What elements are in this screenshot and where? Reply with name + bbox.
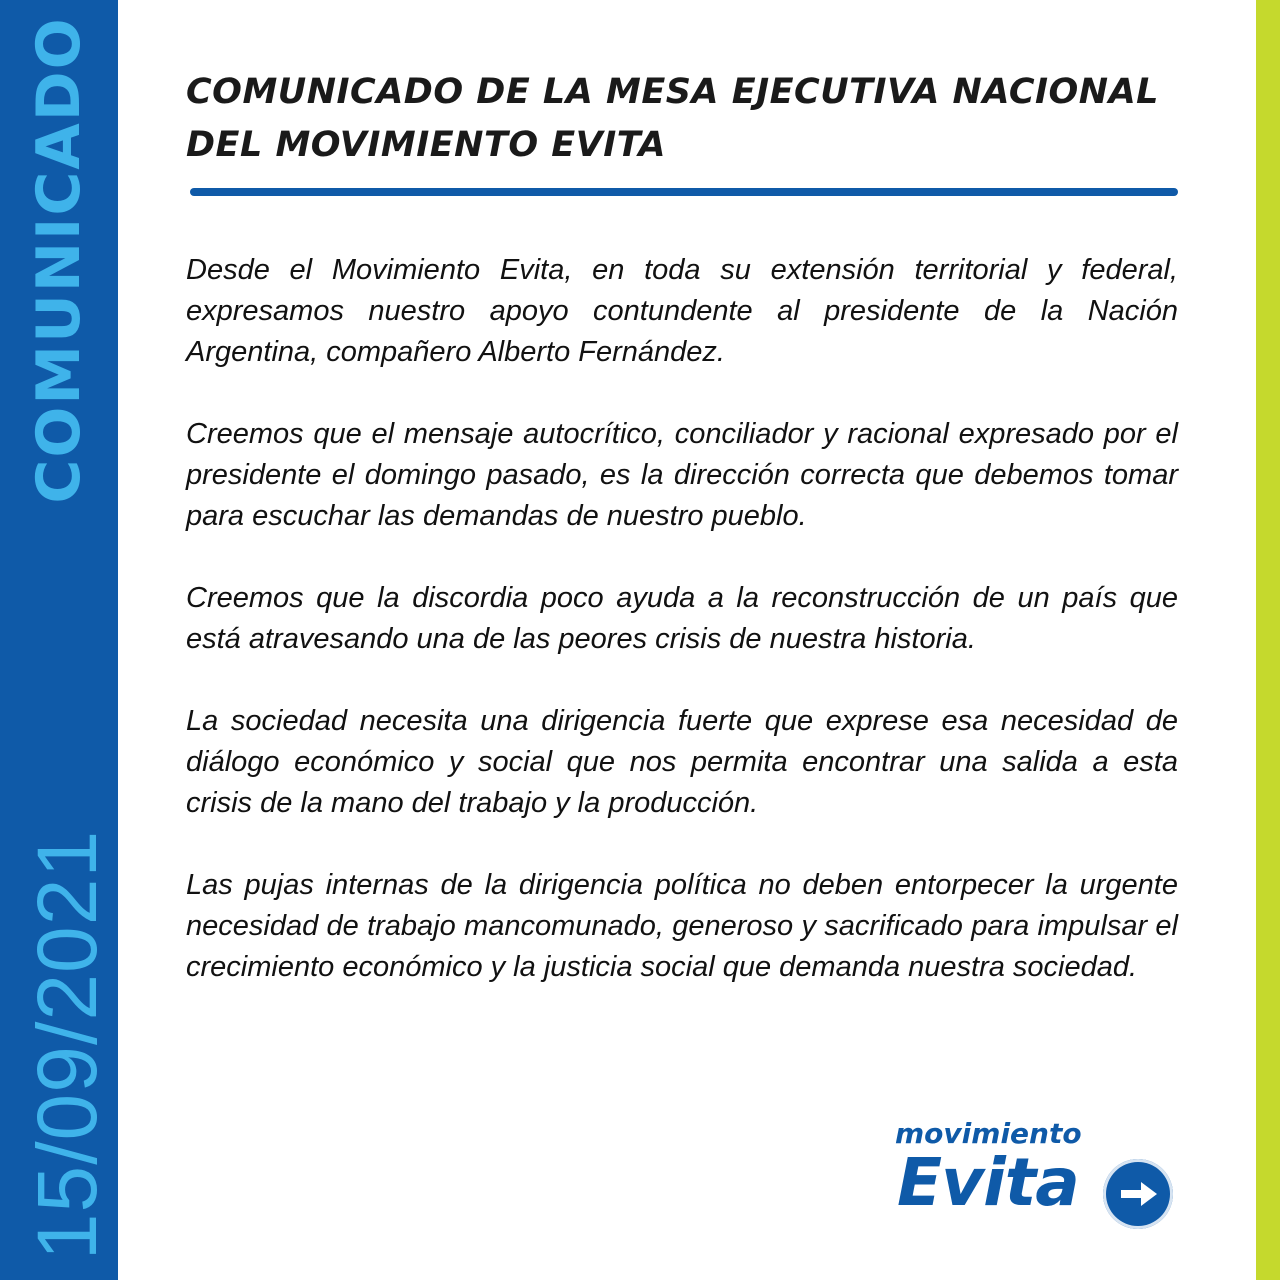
paragraph: La sociedad necesita una dirigencia fuerte que exprese esa necesidad de diálogo económico y social que nos permita encontrar una salida a esta crisis de la mano del trabajo y la producción. (186, 705, 1178, 819)
accent-stripe (1256, 0, 1280, 1280)
logo-text-bottom: Evita (897, 1144, 1079, 1221)
title-divider (190, 188, 1178, 196)
statement-body (186, 250, 1178, 1029)
sidebar-label: COMUNICADO (24, 16, 94, 504)
paragraph: Creemos que la discordia poco ayuda a la reconstrucción de un país que está atravesando una de las peores crisis de nuestra historia. (186, 582, 1178, 655)
paragraph: Creemos que el mensaje autocrítico, conciliador y racional expresado por el presidente el domingo pasado, es la dirección correcta que debemos tomar para escuchar las demandas de nuestro pueblo. (186, 418, 1178, 532)
movimiento-evita-logo (895, 1117, 1082, 1240)
arrow-right-icon (1103, 1159, 1173, 1229)
paragraph: Las pujas internas de la dirigencia política no deben entorpecer la urgente necesidad de trabajo mancomunado, generoso y sacrificado para impulsar el crecimiento económico y la justicia social que demanda nuestra sociedad. (186, 869, 1178, 983)
paragraph: Desde el Movimiento Evita, en toda su extensión territorial y federal, expresamos nuestro apoyo contundente al presidente de la Nación Argentina, compañero Alberto Fernández. (186, 254, 1178, 368)
next-button[interactable] (1103, 1159, 1173, 1229)
logo-text-top: movimiento (895, 1117, 1082, 1150)
page-title-line-2: DEL MOVIMIENTO EVITA (186, 125, 667, 165)
page-title (186, 66, 1196, 172)
page-title-line-1: COMUNICADO DE LA MESA EJECUTIVA NACIONAL (186, 72, 1159, 112)
sidebar-date: 15/09/2021 (20, 829, 114, 1261)
sidebar (0, 0, 118, 1280)
